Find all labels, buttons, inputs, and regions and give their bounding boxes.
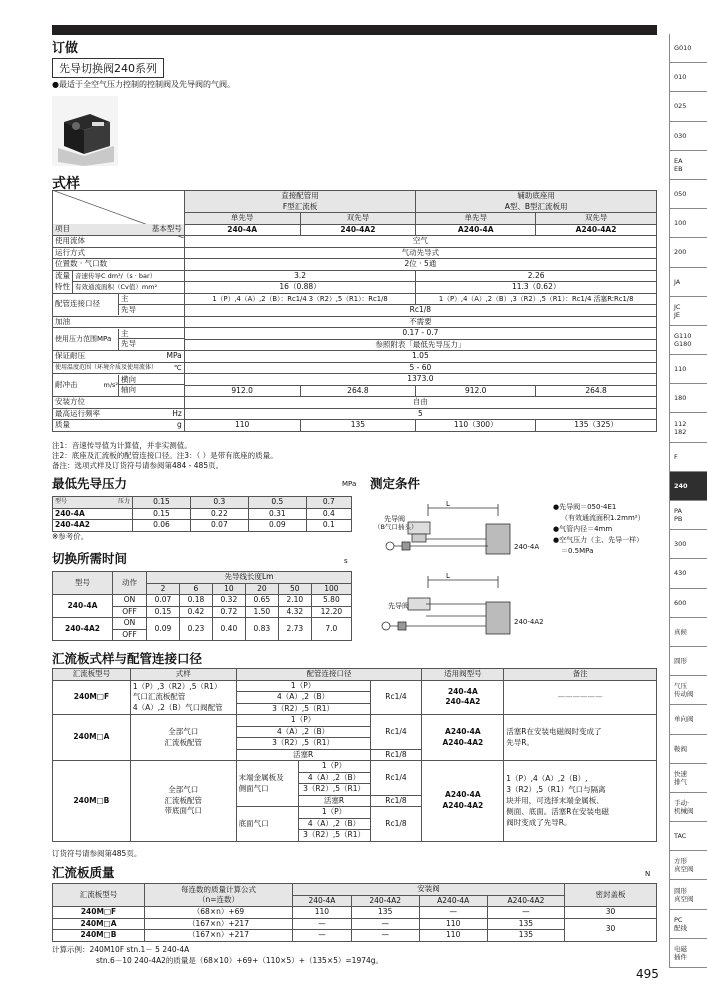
row-value: 2.26	[416, 270, 657, 282]
cell: 135	[487, 918, 564, 930]
hd: 汇流板型号	[53, 884, 145, 907]
cell: 10	[212, 583, 245, 595]
cell: —	[419, 907, 487, 919]
cell: —	[487, 907, 564, 919]
row-value: 135	[300, 420, 416, 432]
row-value: 1.05	[184, 351, 656, 363]
cell: 20	[245, 583, 278, 595]
spec-table	[52, 190, 657, 432]
cell: 全部气口 汇流板配管 带底面气口	[130, 761, 236, 842]
side-tab[interactable]: 110	[669, 355, 707, 384]
cell: 110	[419, 918, 487, 930]
cell: 4.32	[278, 606, 311, 618]
cell: A240-4A A240-4A2	[422, 761, 504, 842]
cell: 0.83	[245, 618, 278, 641]
row-value: 气动先导式	[184, 247, 656, 259]
side-tab[interactable]: 100	[669, 209, 707, 238]
row-value: 不需要	[184, 316, 656, 328]
side-tab[interactable]: TAC	[669, 822, 707, 851]
cell: OFF	[113, 629, 147, 641]
cond-item: ●先导阀＝050-4E1	[553, 503, 617, 511]
cell: ON	[113, 618, 147, 630]
cell: 0.18	[179, 595, 212, 607]
side-tab[interactable]: 鞍阀	[669, 735, 707, 764]
cell: 0.5	[248, 497, 306, 509]
cell: 240M□B	[53, 930, 145, 942]
cond-title: 测定条件	[370, 476, 421, 491]
row-value: 912.0	[416, 385, 536, 397]
side-tab[interactable]: 单向阀	[669, 705, 707, 734]
hd: A240-4A2	[487, 895, 564, 907]
cell: 0.3	[190, 497, 248, 509]
cell: 4（A）,2（B）	[298, 818, 370, 830]
cell: 1（P）	[236, 715, 370, 727]
dim-label: L	[446, 572, 450, 580]
hd: 汇流板型号	[53, 669, 131, 681]
spec-model: A240-4A2	[536, 224, 657, 236]
cell: Rc1/8	[370, 807, 422, 842]
cell: 240M□F	[53, 680, 131, 715]
calc-example-1: 计算示例：240M10F stn.1－ 5 240-4A	[52, 945, 190, 954]
side-tab[interactable]: G110 G180	[669, 326, 707, 355]
cell: 0.40	[212, 618, 245, 641]
hd: 配管连接口径	[236, 669, 422, 681]
cell: （167×n）+217	[145, 918, 293, 930]
cell: 110	[419, 930, 487, 942]
row-label: 耐冲击	[55, 379, 78, 389]
cell: —	[351, 930, 419, 942]
product-photo	[52, 96, 118, 166]
spec-model: 240-4A	[184, 224, 300, 236]
cell: 全部气口 汇流板配管	[130, 715, 236, 761]
cell: A240-4A A240-4A2	[422, 715, 504, 761]
cell: OFF	[113, 606, 147, 618]
row-label: 主	[119, 329, 184, 340]
side-tab[interactable]: EA EB	[669, 151, 707, 180]
cell: 0.32	[212, 595, 245, 607]
side-tab[interactable]: 电磁 插件	[669, 939, 707, 968]
cell: 4（A）,2（B）	[298, 772, 370, 784]
spec-note: 注2：底座及汇流板的配管连接口径。注3：（ ）是带有底座的质量。	[52, 451, 278, 460]
cell: ——————	[504, 680, 657, 715]
cell: 0.31	[248, 508, 306, 520]
cell: 5.80	[311, 595, 351, 607]
cell: 活塞R	[298, 795, 370, 807]
spec-group-a: 直接配管用 F型汇流板	[184, 191, 416, 213]
row-label: 横向	[119, 375, 184, 386]
hd: 式样	[130, 669, 236, 681]
cell: 2.10	[278, 595, 311, 607]
cell: 240-4A2	[53, 520, 133, 532]
top-bar	[52, 25, 657, 35]
row-value: 3.2	[184, 270, 416, 282]
cell: （68×n）+69	[145, 907, 293, 919]
cell: 3（R2）,5（R1）	[298, 830, 370, 842]
row-label: 最高运行频率	[55, 408, 100, 418]
spec-title: 式样	[52, 176, 80, 192]
row-label: 使用温度范围（环境介质及使用流体）	[55, 363, 158, 371]
side-tab[interactable]: 112 182	[669, 413, 707, 442]
cond-pilot-valve2: 先导阀	[388, 602, 409, 610]
manifold-title: 汇流板式样与配管连接口径	[52, 651, 203, 666]
cell: 0.42	[179, 606, 212, 618]
cond-item: ＝0.5MPa	[561, 547, 594, 555]
cell: 0.09	[248, 520, 306, 532]
cell: 0.15	[133, 508, 191, 520]
cell: 底面气口	[236, 807, 298, 842]
row-value: 264.8	[300, 385, 416, 397]
spec-item: 项目	[53, 224, 73, 236]
side-tab[interactable]: 240	[669, 472, 707, 501]
row-value: 5	[184, 408, 656, 420]
min-pressure-table	[52, 496, 352, 532]
cell: （167×n）+217	[145, 930, 293, 942]
row-label: 加油	[53, 316, 185, 328]
cell: 0.22	[190, 508, 248, 520]
cond-item: ●气管内径＝4mm	[553, 525, 613, 533]
hd: 240-4A	[293, 895, 352, 907]
side-tab[interactable]: 气压 传动阀	[669, 676, 707, 705]
cond-pilot-valve: 先导阀	[384, 515, 405, 523]
hd: 每连数的质量计算公式 （n=连数）	[145, 884, 293, 907]
label: 先导线长度Lm	[147, 572, 352, 584]
spec-model: A240-4A	[416, 224, 536, 236]
side-tab[interactable]: 真候	[669, 618, 707, 647]
side-tab[interactable]: JA	[669, 268, 707, 297]
row-label: 保证耐压	[55, 351, 85, 360]
cond-valve2: 240-4A2	[514, 618, 544, 626]
cell: 240-4A 240-4A2	[422, 680, 504, 715]
row-value: 110	[184, 420, 300, 432]
cell: 0.06	[133, 520, 191, 532]
cell: 1.50	[245, 606, 278, 618]
row-value: 2位 · 5通	[184, 259, 656, 271]
row-label: 质量	[55, 420, 70, 429]
cell: 活塞R在安装电磁阀时变成了 先导R。	[504, 715, 657, 761]
side-tab[interactable]: G010	[669, 34, 707, 63]
min-pressure-title: 最低先导压力	[52, 476, 128, 491]
cell: 0.15	[147, 606, 180, 618]
cell: 0.09	[147, 618, 180, 641]
cell: 135	[351, 907, 419, 919]
cell: 240M□A	[53, 715, 131, 761]
side-tab[interactable]: 圆形 真空阀	[669, 880, 707, 909]
cell: 3（R2）,5（R1）	[298, 784, 370, 796]
row-value: 0.17 - 0.7	[184, 328, 656, 340]
cell: 0.65	[245, 595, 278, 607]
cell: Rc1/8	[370, 749, 422, 761]
cell: 50	[278, 583, 311, 595]
series-box: 先导切换阀240系列	[52, 58, 164, 78]
side-tab-bar	[669, 34, 707, 968]
row-label: 使用压力范围MPa	[53, 329, 119, 350]
cell: 110	[293, 907, 352, 919]
cell: 240-4A2	[53, 618, 113, 641]
cell: 4（A）,2（B）	[236, 726, 370, 738]
cell: 0.07	[190, 520, 248, 532]
row-label: 先导	[121, 304, 136, 314]
row-value: 1373.0	[184, 374, 656, 386]
row-value: 1（P）,4（A）,2（B）：Rc1/4 3（R2）,5（R1）：Rc1/8	[184, 293, 416, 305]
cell: 135	[487, 930, 564, 942]
spec-single: 单先导	[416, 213, 536, 225]
switch-time-unit: s	[344, 557, 348, 565]
cell: 2.73	[278, 618, 311, 641]
switch-time-title: 切换所需时间	[52, 551, 128, 566]
unit: MPa	[166, 351, 182, 360]
page-title: 订做	[52, 41, 79, 56]
side-tab[interactable]: 050	[669, 180, 707, 209]
switch-time-table	[52, 571, 352, 641]
cell: 3（R2）,5（R1）	[236, 738, 370, 750]
cell: 240M□F	[53, 907, 145, 919]
row-value: 912.0	[184, 385, 300, 397]
cell: 3（R2）,5（R1）	[236, 703, 370, 715]
side-tab[interactable]: 300	[669, 530, 707, 559]
spec-group-b: 辅助底座用 A型、B型汇流板用	[416, 191, 657, 213]
cell: Rc1/4	[370, 680, 422, 715]
cond-pilot-sub: （B气口插头）	[374, 523, 418, 531]
cell: 1（P）,3（R2）,5（R1） 气口汇流板配管 4（A）,2（B）气口阀配管	[130, 680, 236, 715]
cell: 240M□B	[53, 761, 131, 842]
cell: 240-4A	[53, 595, 113, 618]
side-tab[interactable]: PC 配线	[669, 910, 707, 939]
cell: 1（P）	[236, 680, 370, 692]
spec-note: 注1：音速传导值为计算值，并非实测值。	[52, 441, 192, 450]
calc-example-2: stn.6－10 240-4A2的质量是（68×10）+69+（110×5）+（135×5）=1974g。	[96, 956, 384, 965]
cell: 30	[565, 907, 657, 919]
manifold-ref: 订货符号请参阅第485页。	[52, 849, 142, 858]
side-tab[interactable]: 030	[669, 122, 707, 151]
min-pressure-ref: ※参考价。	[52, 532, 89, 541]
hd: 备注	[504, 669, 657, 681]
unit: g	[177, 420, 182, 429]
row-label: 使用流体	[53, 236, 185, 248]
cell: Rc1/8	[370, 795, 422, 807]
cell: 0.23	[179, 618, 212, 641]
row-label: 位置数 · 气口数	[53, 259, 185, 271]
side-tab[interactable]: 方形 真空阀	[669, 851, 707, 880]
row-label: 轴向	[121, 385, 136, 394]
side-tab[interactable]: 圆形	[669, 647, 707, 676]
cond-item: （有效通流面积1.2mm²）	[561, 514, 645, 522]
cell: 末端金属板及 侧面气口	[236, 761, 298, 807]
cell: —	[293, 930, 352, 942]
side-tab[interactable]: 010	[669, 63, 707, 92]
cell: 0.4	[306, 508, 351, 520]
mass-title: 汇流板质量	[52, 865, 115, 880]
row-label: 安装方位	[53, 397, 185, 409]
cell: 0.72	[212, 606, 245, 618]
side-tab[interactable]: 手动· 机械阀	[669, 793, 707, 822]
cond-valve1: 240-4A	[514, 543, 540, 551]
cell: 0.1	[306, 520, 351, 532]
cell: 240M□A	[53, 918, 145, 930]
side-tab[interactable]: 180	[669, 384, 707, 413]
cell: ON	[113, 595, 147, 607]
side-tab[interactable]: 600	[669, 589, 707, 618]
spec-double: 双先导	[300, 213, 416, 225]
cell: 1（P）,4（A）,2（B）, 3（R2）,5（R1）气口与隔离 块并用，可选择末端金属板、 侧面、底面。活塞R在安装电磁 阀时变成了先导R。	[504, 761, 657, 842]
hd: A240-4A	[419, 895, 487, 907]
cell: Rc1/4	[370, 715, 422, 750]
hd: 安装阀	[293, 884, 565, 896]
row-label: 配管连接口径	[53, 294, 119, 315]
side-tab[interactable]: JC JE	[669, 297, 707, 326]
cell: 活塞R	[236, 749, 370, 761]
cell: 6	[179, 583, 212, 595]
spec-single: 单先导	[184, 213, 300, 225]
cell: 0.15	[133, 497, 191, 509]
spec-model: 240-4A2	[300, 224, 416, 236]
dim-label: L	[446, 500, 450, 508]
row-value: 11.3（0.62）	[416, 282, 657, 294]
cell: 240-4A	[53, 508, 133, 520]
row-value: 5 - 60	[184, 362, 656, 374]
side-tab[interactable]: 200	[669, 238, 707, 267]
cell: 1（P）	[298, 807, 370, 819]
row-value: 135（325）	[536, 420, 657, 432]
mass-unit: N	[645, 870, 651, 878]
row-label: 运行方式	[53, 247, 185, 259]
spec-double: 双先导	[536, 213, 657, 225]
row-label: 有效通流面积（Cv值）mm²	[72, 282, 184, 294]
side-tab[interactable]: PA PB	[669, 501, 707, 530]
spec-note: 备注：选项式样及订货符号请参阅第484 - 485页。	[52, 461, 224, 470]
label: 动作	[113, 572, 147, 595]
label: 压力	[117, 498, 130, 505]
cell: 12.20	[311, 606, 351, 618]
hd: 240-4A2	[351, 895, 419, 907]
min-pressure-unit: MPa	[342, 480, 357, 488]
side-tab[interactable]: 430	[669, 559, 707, 588]
row-value: 参照附表「最低先导压力」	[184, 339, 656, 351]
label: 型号	[53, 572, 113, 595]
cell: 0.07	[147, 595, 180, 607]
description: ●最适于全空气压力控制的控制阀及先导阀的气阀。	[52, 80, 235, 89]
page-number: 495	[636, 967, 659, 981]
unit: Hz	[172, 408, 182, 418]
row-value: 16（0.88）	[184, 282, 416, 294]
unit: ℃	[173, 363, 182, 372]
row-label: 先导	[121, 339, 136, 348]
cell: Rc1/4	[370, 761, 422, 796]
manifold-table	[52, 668, 657, 842]
side-tab[interactable]: F	[669, 443, 707, 472]
row-value: 自由	[184, 397, 656, 409]
cell: 0.7	[306, 497, 351, 509]
cell: —	[351, 918, 419, 930]
cell: 100	[311, 583, 351, 595]
unit: m/s²	[103, 380, 118, 389]
row-value: 空气	[184, 236, 656, 248]
hd: 密封盖板	[565, 884, 657, 907]
cell: 7.0	[311, 618, 351, 641]
side-tab[interactable]: 快速 排气	[669, 764, 707, 793]
row-value: Rc1/8	[184, 305, 656, 317]
cell: 4（A）,2（B）	[236, 692, 370, 704]
cell: 1（P）	[298, 761, 370, 773]
row-value: 110（300）	[416, 420, 536, 432]
row-label: 音速传导C dm³/（s · bar）	[72, 270, 184, 282]
mass-table	[52, 883, 657, 942]
row-label: 流量 特性	[53, 270, 73, 293]
row-value: 1（P）,4（A）,2（B）,3（R2）,5（R1）：Rc1/4 活塞R:Rc1/8	[416, 293, 657, 305]
cell: 30	[565, 918, 657, 941]
cell: 2	[147, 583, 180, 595]
spec-base-model: 基本型号	[72, 224, 184, 236]
cell: —	[293, 918, 352, 930]
row-value: 264.8	[536, 385, 657, 397]
row-label: 主	[119, 294, 184, 305]
cond-item: ●空气压力（主、先导一样）	[553, 536, 644, 544]
hd: 适用阀型号	[422, 669, 504, 681]
label: 型号	[55, 498, 68, 505]
side-tab[interactable]: 025	[669, 92, 707, 121]
